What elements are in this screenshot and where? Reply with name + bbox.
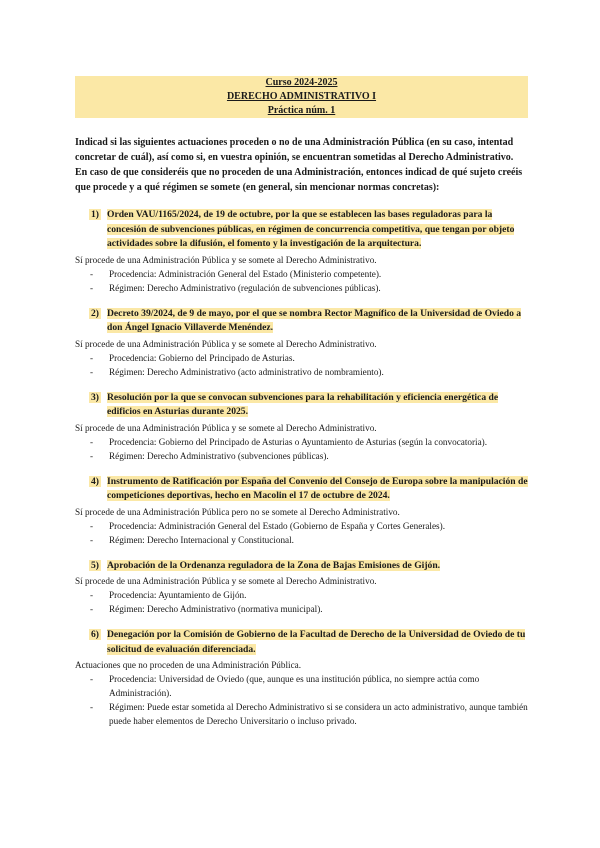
list-item: - Régimen: Puede estar sometida al Derecho Administrativo si se considera un acto administrativo, aunque también puede haber elementos de Derecho Universitario o incluso privado. [90,702,528,726]
question-number: 3) [91,391,99,403]
question-number: 1) [91,209,99,220]
list-item: - Régimen: Derecho Administrativo (acto administrativo de nombramiento). [90,366,384,377]
answer-summary: Actuaciones que no proceden de una Administración Pública. [75,660,302,670]
answer-bullets [75,588,528,616]
question-text: Denegación por la Comisión de Gobierno de la Facultad de Derecho de la Universidad de Oviedo de tu solicitud de evaluación diferenciada. [107,629,526,655]
answer-bullets [75,351,528,379]
answer-summary: Sí procede de una Administración Pública y se somete al Derecho Administrativo. [75,576,377,586]
list-item: - Procedencia: Administración General del Estado (Gobierno de España y Cortes Generales). [90,520,445,531]
list-item: - Procedencia: Gobierno del Principado de Asturias o Ayuntamiento de Asturias (según la convocatoria). [90,436,488,447]
list-item: - Régimen: Derecho Internacional y Constitucional. [90,534,294,545]
list-item: - Régimen: Derecho Administrativo (regulación de subvenciones públicas). [90,282,381,293]
question-text: Orden VAU/1165/2024, de 19 de octubre, por la que se establecen las bases reguladoras para la concesión de subvenciones públicas, en régimen de concurrencia competitiva, que tengan por objeto actividades sobre la difusión, el fomento y la investigación de la arquitectura. [107,209,515,249]
practice-number: Práctica núm. 1 [75,104,528,118]
list-item: - Procedencia: Universidad de Oviedo (que, aunque es una institución pública, no siempre actúa como Administración). [90,674,480,698]
instructions-paragraph: Indicad si las siguientes actuaciones proceden o no de una Administración Pública (en su caso, intentad concretar de cuál), así como si, en vuestra opinión, se encuentran sometidas al Derecho Administrativo. En caso de que consideréis que no proceden de una Administración, entonces indicad de qué sujeto creéis que procede y a qué régimen se somete (en general, sin mencionar normas concretas): [75,137,523,193]
question-text: Instrumento de Ratificación por España del Convenio del Consejo de Europa sobre la manipulación de competiciones deportivas, hecho en Macolin el 17 de octubre de 2024. [107,475,528,501]
question-2 [75,307,528,379]
list-item: - Procedencia: Administración General del Estado (Ministerio competente). [90,268,382,279]
question-1 [75,208,528,295]
list-item: - Procedencia: Gobierno del Principado de Asturias. [90,352,295,363]
question-number: 6) [91,629,99,640]
answer-summary: Sí procede de una Administración Pública y se somete al Derecho Administrativo. [75,254,377,265]
question-title [75,475,528,504]
question-title [75,559,528,574]
list-item: - Régimen: Derecho Administrativo (normativa municipal). [90,604,323,614]
document-header [75,0,528,118]
question-text: Decreto 39/2024, de 9 de mayo, por el que se nombra Rector Magnífico de la Universidad de Oviedo a don Ángel Ignacio Villaverde Menéndez. [107,307,522,333]
question-title [75,208,528,252]
question-number: 5) [91,559,99,571]
question-title [75,391,528,420]
subject-title: DERECHO ADMINISTRATIVO I [75,90,528,104]
list-item: - Procedencia: Ayuntamiento de Gijón. [90,590,247,600]
answer-summary: Sí procede de una Administración Pública pero no se somete al Derecho Administrativo. [75,506,400,517]
questions-list [75,208,528,728]
question-number: 4) [91,475,99,487]
question-title [75,307,528,336]
answer-bullets [75,267,528,295]
question-text: Aprobación de la Ordenanza reguladora de la Zona de Bajas Emisiones de Gijón. [107,559,441,571]
course-year: Curso 2024-2025 [75,76,528,90]
question-3 [75,391,528,463]
question-6 [75,628,528,728]
question-5 [75,559,528,617]
question-title [75,628,528,657]
question-text: Resolución por la que se convocan subvenciones para la rehabilitación y eficiencia energética de edificios en Asturias durante 2025. [107,391,499,417]
answer-bullets [75,435,528,463]
answer-bullets [75,672,528,728]
list-item: - Régimen: Derecho Administrativo (subvenciones públicas). [90,450,329,461]
answer-summary: Sí procede de una Administración Pública y se somete al Derecho Administrativo. [75,422,377,433]
question-4 [75,475,528,547]
answer-bullets [75,519,528,547]
answer-summary: Sí procede de una Administración Pública y se somete al Derecho Administrativo. [75,338,377,349]
question-number: 2) [91,307,99,319]
